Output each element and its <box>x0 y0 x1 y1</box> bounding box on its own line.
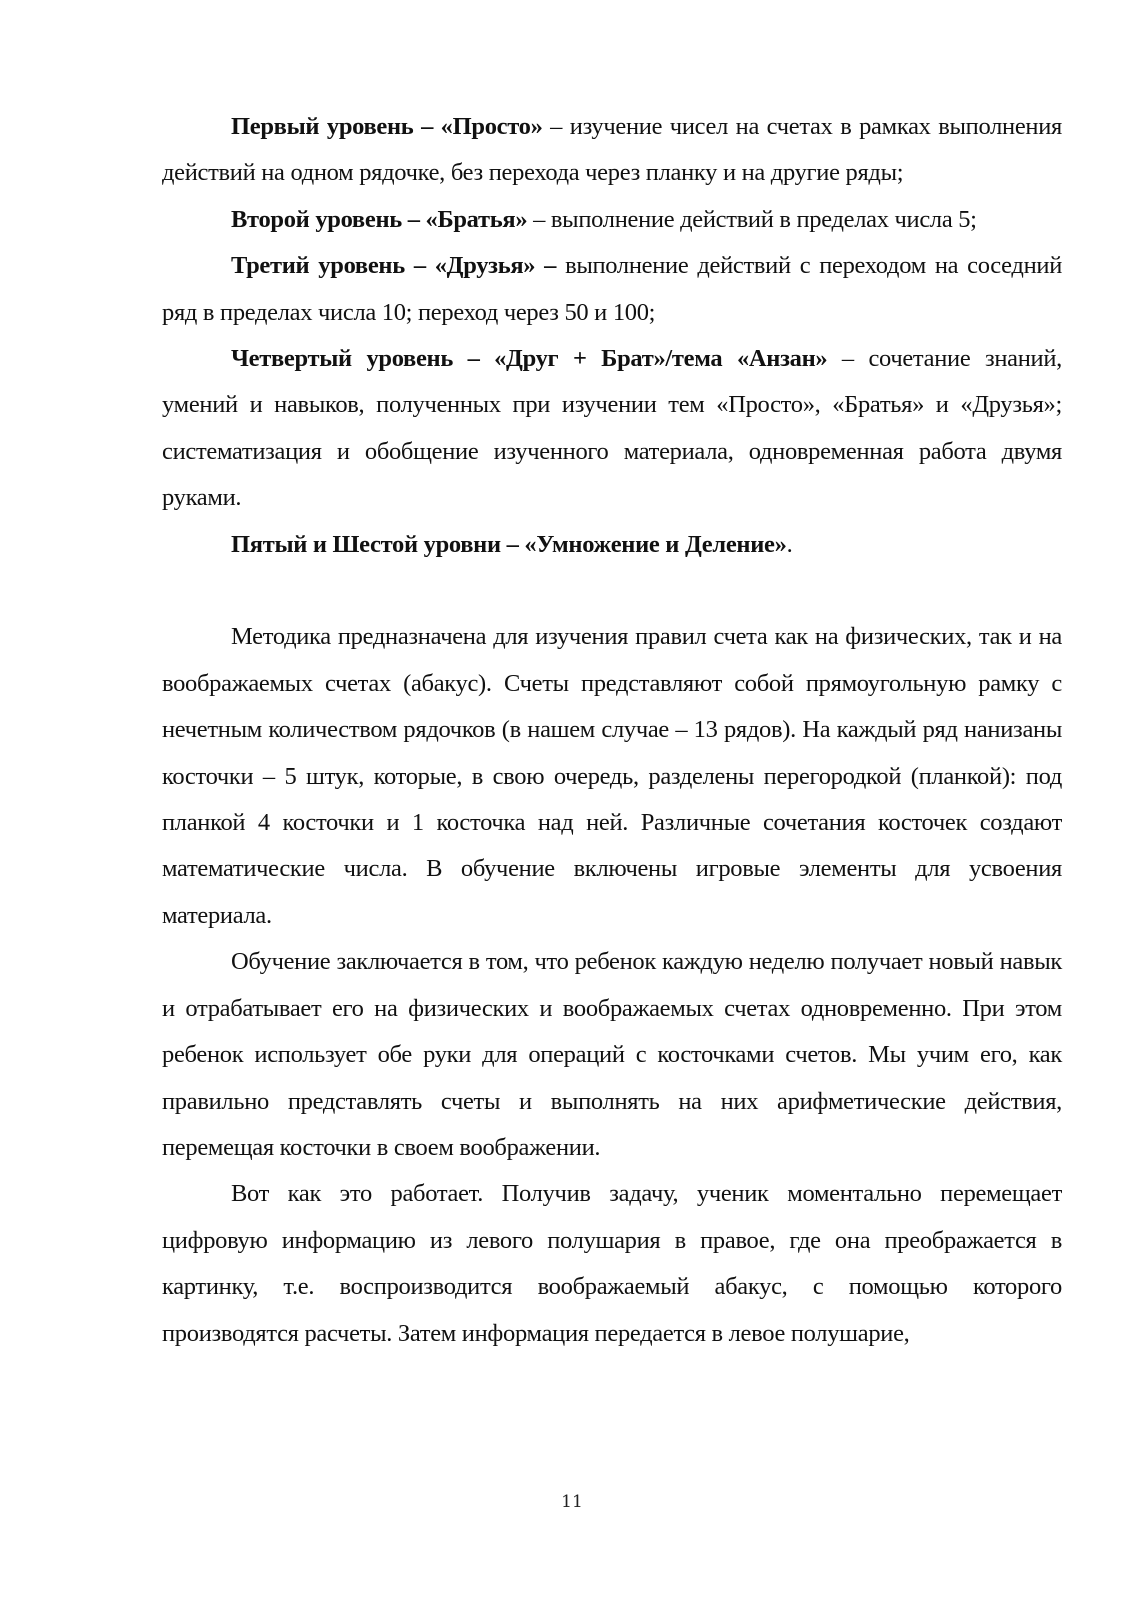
level-description: – выполнение действий в пределах числа 5; <box>527 205 977 233</box>
level-description: выполнение действий с переходом на соседний ряд в пределах числа 10; переход через 50 и 100; <box>162 252 1062 326</box>
body-paragraph: Обучение заключается в том, что ребенок каждую неделю получает новый навык и отрабатывает его на физических и воображаемых счетах одновременно. При этом ребенок использует обе руки для операций с косточками счетов. Мы учим его, как правильно представлять счеты и выполнять на них арифметические действия, перемещая косточки в своем воображении. <box>162 948 1062 1161</box>
level-title: Четвертый уровень – «Друг + Брат»/тема «Анзан» <box>231 345 828 373</box>
level-description: – изучение чисел на счетах в рамках выполнения действий на одном рядочке, без перехода через планку и на другие ряды; <box>162 113 1062 187</box>
level-item <box>162 336 1062 522</box>
level-title: Третий уровень – «Друзья» – <box>231 252 557 280</box>
body-paragraph: Методика предназначена для изучения правил счета как на физических, так и на воображаемых счетах (абакус). Счеты представляют собой прямоугольную рамку с нечетным количеством рядочков (в нашем случае – 13 рядов). На каждый ряд нанизаны косточки – 5 штук, которые, в свою очередь, разделены перегородкой (планкой): под планкой 4 косточки и 1 косточка над ней. Различные сочетания косточек создают математические числа. В обучение включены игровые элементы для усвоения материала. <box>162 623 1062 929</box>
level-title: Второй уровень – «Братья» <box>231 205 528 233</box>
level-title: Пятый и Шестой уровни – «Умножение и Деление» <box>231 530 787 558</box>
body-paragraph: Вот как это работает. Получив задачу, ученик моментально перемещает цифровую информацию из левого полушария в правое, где она преображается в картинку, т.е. воспроизводится воображаемый абакус, с помощью которого производятся расчеты. Затем информация передается в левое полушарие, <box>162 1180 1062 1347</box>
level-title: Первый уровень – «Просто» <box>231 113 543 140</box>
level-item <box>162 522 1062 568</box>
level-item <box>162 104 1062 197</box>
level-item <box>162 243 1062 336</box>
level-description: – сочетание знаний, умений и навыков, полученных при изучении тем «Просто», «Братья» и «Друзья»; систематизация и обобщение изученного материала, одновременная работа двумя руками. <box>162 345 1062 512</box>
body-text <box>162 104 1062 1357</box>
level-description: . <box>786 530 793 558</box>
page-number: 11 <box>561 1492 583 1512</box>
level-item <box>162 197 1062 243</box>
